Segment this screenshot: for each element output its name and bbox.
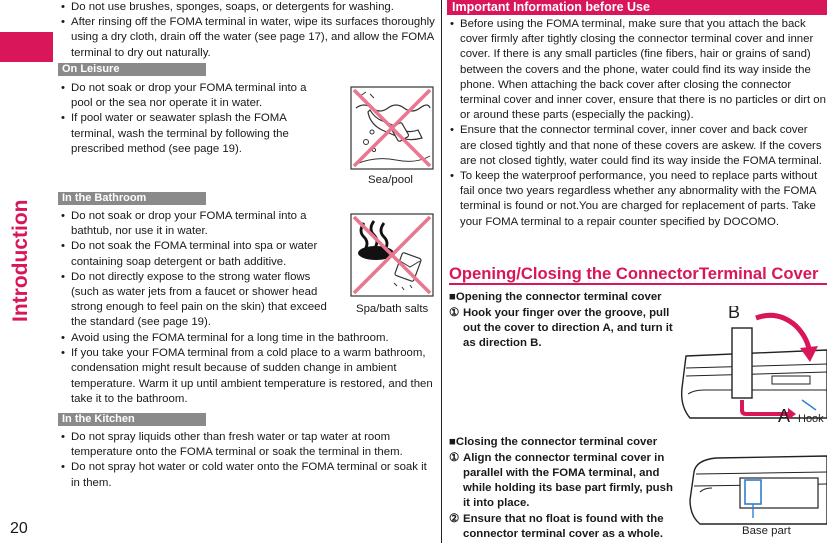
section-tab-marker: [0, 32, 53, 62]
section-heading-bathroom: In the Bathroom: [58, 192, 206, 205]
sea-pool-prohibited-icon: [350, 86, 434, 170]
list-item: • Do not use brushes, sponges, soaps, or detergents for washing.: [58, 0, 438, 15]
cover-opening-illustration: [676, 306, 827, 426]
connector-cover-title: Opening/Closing the ConnectorTerminal Cover: [449, 263, 827, 285]
section-heading-leisure: On Leisure: [58, 63, 206, 76]
list-item: • To keep the waterproof performance, you need to replace parts without fail once two years regardless whether any abnormality with the FOMA terminal is found or not.You are charged for replacement of parts. Take your FOMA terminal to a repair counter specified by DOCOMO.: [447, 169, 827, 230]
opening-step-1: ① Hook your finger over the groove, pull out the cover to direction A, and turn it as direction B.: [449, 307, 673, 349]
list-item: • Do not spray liquids other than fresh water or tap water at room temperature onto the FOMA terminal or soak the terminal in them.: [58, 430, 438, 460]
sea-pool-caption: Sea/pool: [368, 174, 413, 186]
spa-bath-caption: Spa/bath salts: [356, 303, 429, 315]
important-bullet-list: [447, 17, 827, 230]
kitchen-bullet-list: [58, 430, 438, 491]
label-hook: Hook: [798, 413, 824, 425]
closing-heading: ■Closing the connector terminal cover: [449, 436, 658, 448]
section-heading-kitchen: In the Kitchen: [58, 413, 206, 426]
important-info-heading: Important Information before Use: [447, 0, 827, 15]
list-item: • If you take your FOMA terminal from a cold place to a warm bathroom, condensation might result because of sudden change in ambient temperature. Warm it up until ambient temperature is restored, and then take it to the bathroom.: [58, 346, 438, 407]
list-item: • Do not directly expose to the strong water flows (such as water jets from a faucet or shower head strong enough to feel pain on the skin) that exceed the standard (see page 19).: [58, 270, 340, 331]
cover-closing-illustration: [686, 452, 827, 543]
list-item: • Do not soak the FOMA terminal into spa or water containing soap detergent or bath additive.: [58, 239, 340, 269]
list-item: • Before using the FOMA terminal, make sure that you attach the back cover firmly after tightly closing the connector terminal cover and inner cover. If there is any small particles (fine fibers, hair or grains of sand) between the covers and the phone, water could find its way inside the phone. When attaching the back cover after closing the connector terminal cover and inner cover, ensure that there is no particles or dirt on or around these parts (especially the packing).: [447, 17, 827, 123]
section-label: Introduction: [9, 199, 32, 322]
intro-bullet-list: [58, 0, 438, 61]
list-item: • Avoid using the FOMA terminal for a long time in the bathroom.: [58, 331, 438, 346]
page-number: 20: [10, 520, 28, 537]
list-item: • If pool water or seawater splash the FOMA terminal, wash the terminal by following the prescribed method (see page 19).: [58, 111, 326, 157]
bathroom-bullet-list-top: [58, 209, 340, 331]
closing-step-2: ② Ensure that no float is found with the connector terminal cover as a whole.: [449, 513, 664, 540]
list-item: • Do not spray hot water or cold water onto the FOMA terminal or soak it in them.: [58, 460, 438, 490]
spa-bath-prohibited-icon: [350, 213, 434, 297]
list-item: • Ensure that the connector terminal cover, inner cover and back cover are closed tightly and that none of these covers are askew. If the covers are not closed tightly, water could find its way inside the FOMA terminal.: [447, 123, 827, 169]
label-a: A: [778, 406, 791, 426]
list-item: • Do not soak or drop your FOMA terminal into a pool or the sea nor operate it in water.: [58, 81, 326, 111]
opening-heading: ■Opening the connector terminal cover: [449, 291, 662, 303]
label-base-part: Base part: [742, 525, 791, 537]
bathroom-bullet-list-bottom: [58, 331, 438, 407]
leisure-bullet-list: [58, 81, 326, 157]
list-item: • Do not soak or drop your FOMA terminal into a bathtub, nor use it in water.: [58, 209, 340, 239]
closing-step-1: ① Align the connector terminal cover in parallel with the FOMA terminal, and while holding its base part firmly, push it into place.: [449, 452, 673, 509]
label-b: B: [728, 306, 741, 322]
list-item: • After rinsing off the FOMA terminal in water, wipe its surfaces thoroughly using a dry cloth, drain off the water (see page 17), and allow the FOMA terminal to dry out naturally.: [58, 15, 438, 61]
column-divider: [441, 0, 442, 543]
